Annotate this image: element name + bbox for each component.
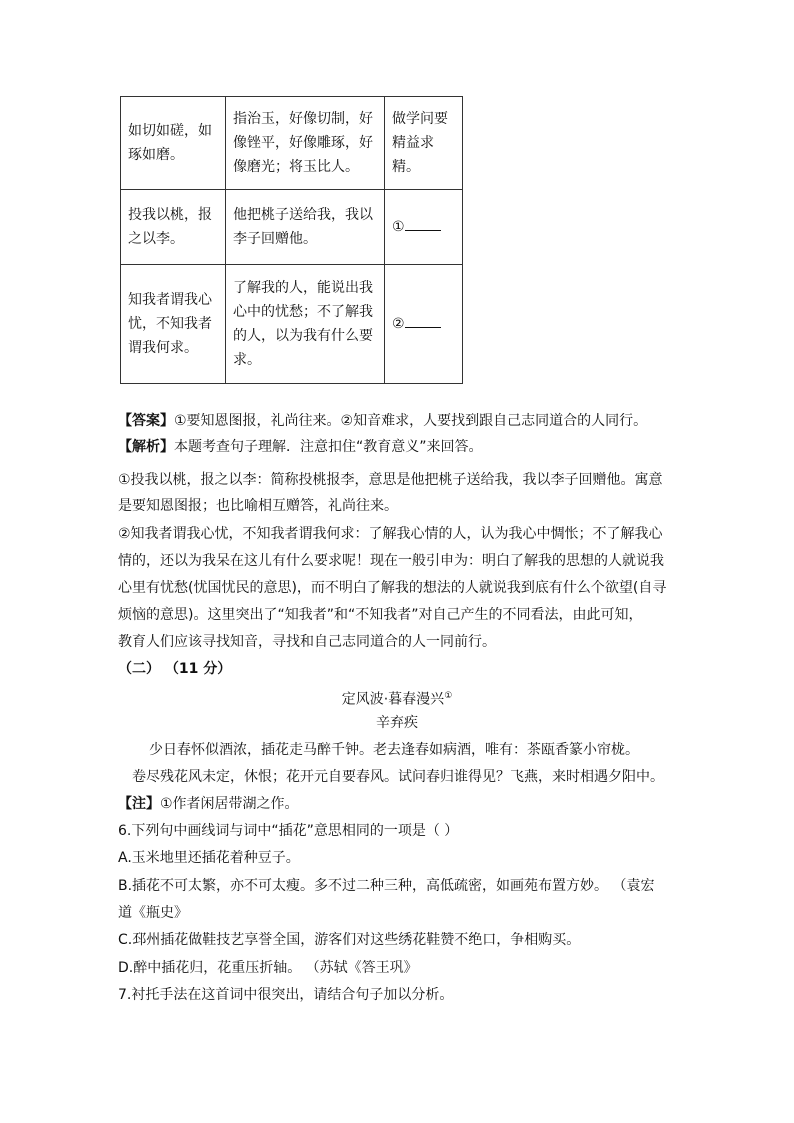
analysis-line bbox=[118, 437, 678, 457]
analysis-line: 情的，还以为我呆在这儿有什么要求呢！现在一般引申为：明白了解我的思想的人就说我 bbox=[118, 553, 664, 569]
table-cell-lesson bbox=[385, 190, 463, 265]
question-6-option-c: C.邳州插花做鞋技艺享誉全国，游客们对这些绣花鞋赞不绝口，争相购买。 bbox=[118, 932, 581, 948]
question-6-option-d: D.醉中插花归，花重压折轴。 （苏轼《答王巩》 bbox=[118, 960, 418, 976]
analysis-line: ②知我者谓我心忧，不知我者谓我何求：了解我心情的人，认为我心中惆怅；不了解我心 bbox=[118, 526, 663, 542]
question-7-stem: 7.衬托手法在这首词中很突出，请结合句子加以分析。 bbox=[118, 987, 454, 1003]
answer-blank[interactable] bbox=[405, 216, 441, 231]
answer-blank[interactable] bbox=[405, 313, 441, 328]
analysis-label: 【解析】 bbox=[118, 439, 174, 455]
table-cell-lesson: 做学问要精益求精。 bbox=[385, 97, 463, 190]
table-cell-meaning: 他把桃子送给我，我以李子回赠他。 bbox=[226, 190, 385, 265]
table-cell-lesson bbox=[385, 265, 463, 384]
table-cell-meaning: 了解我的人，能说出我心中的忧愁；不了解我的人，以为我有什么要求。 bbox=[226, 265, 385, 384]
analysis-text: 本题考查句子理解．注意扣住“教育意义”来回答。 bbox=[174, 439, 483, 455]
footnote-mark: ① bbox=[444, 691, 453, 701]
table-cell-sentence: 投我以桃，报之以李。 bbox=[121, 190, 226, 265]
poem-line: 少日春怀似酒浓，插花走马醉千钟。老去逢春如病酒，唯有：茶瓯香篆小帘栊。 bbox=[149, 742, 639, 758]
poem-title: 定风波·暮春漫兴① bbox=[341, 691, 453, 708]
analysis-line: 教育人们应该寻找知音，寻找和自己志同道合的人一同前行。 bbox=[118, 634, 496, 650]
question-6-option-a: A.玉米地里还插花着种豆子。 bbox=[118, 850, 300, 866]
question-6-option-b: B.插花不可太繁，亦不可太瘦。多不过二种三种，高低疏密，如画苑布置方妙。 （袁宏 bbox=[118, 878, 655, 894]
poem-note: 【注】①作者闲居带湖之作。 bbox=[118, 796, 299, 812]
analysis-line: ①投我以桃，报之以李：简称投桃报李，意思是他把桃子送给我，我以李子回赠他。寓意 bbox=[118, 472, 663, 488]
table-cell-meaning: 指治玉，好像切制，好像锉平，好像雕琢，好像磨光；将玉比人。 bbox=[226, 97, 385, 190]
answer-text: ①要知恩图报，礼尚往来。②知音难求，人要找到跟自己志同道合的人同行。 bbox=[174, 413, 648, 429]
answer-label: 【答案】 bbox=[118, 413, 174, 429]
question-6-stem: 6.下列句中画线词与词中“插花”意思相同的一项是（ ） bbox=[118, 823, 459, 839]
blank-marker: ② bbox=[392, 316, 405, 332]
table-row bbox=[121, 265, 463, 384]
note-label: 【注】 bbox=[118, 796, 160, 812]
section-heading: （二） （11 分） bbox=[118, 661, 232, 677]
table-row bbox=[121, 190, 463, 265]
blank-marker: ① bbox=[392, 219, 405, 235]
analysis-line: 心里有忧愁(忧国忧民的意思)，而不明白了解我的想法的人就说我到底有什么个欲望(自寻 bbox=[118, 580, 667, 596]
answer-line bbox=[118, 411, 678, 431]
table-row bbox=[121, 97, 463, 190]
translation-table bbox=[120, 96, 463, 384]
table-cell-sentence: 如切如磋，如琢如磨。 bbox=[121, 97, 226, 190]
question-6-option-b-cont: 道《瓶史》 bbox=[118, 905, 188, 921]
table-cell-sentence: 知我者谓我心忧，不知我者谓我何求。 bbox=[121, 265, 226, 384]
analysis-line: 是要知恩图报；也比喻相互赠答，礼尚往来。 bbox=[118, 498, 398, 514]
analysis-line: 烦恼的意思)。这里突出了“知我者”和“不知我者”对自己产生的不同看法，由此可知， bbox=[118, 607, 643, 623]
poem-author: 辛弃疾 bbox=[376, 715, 418, 731]
poem-line: 卷尽残花风未定，休恨；花开元自要春风。试问春归谁得见？飞燕，来时相遇夕阳中。 bbox=[132, 769, 664, 785]
